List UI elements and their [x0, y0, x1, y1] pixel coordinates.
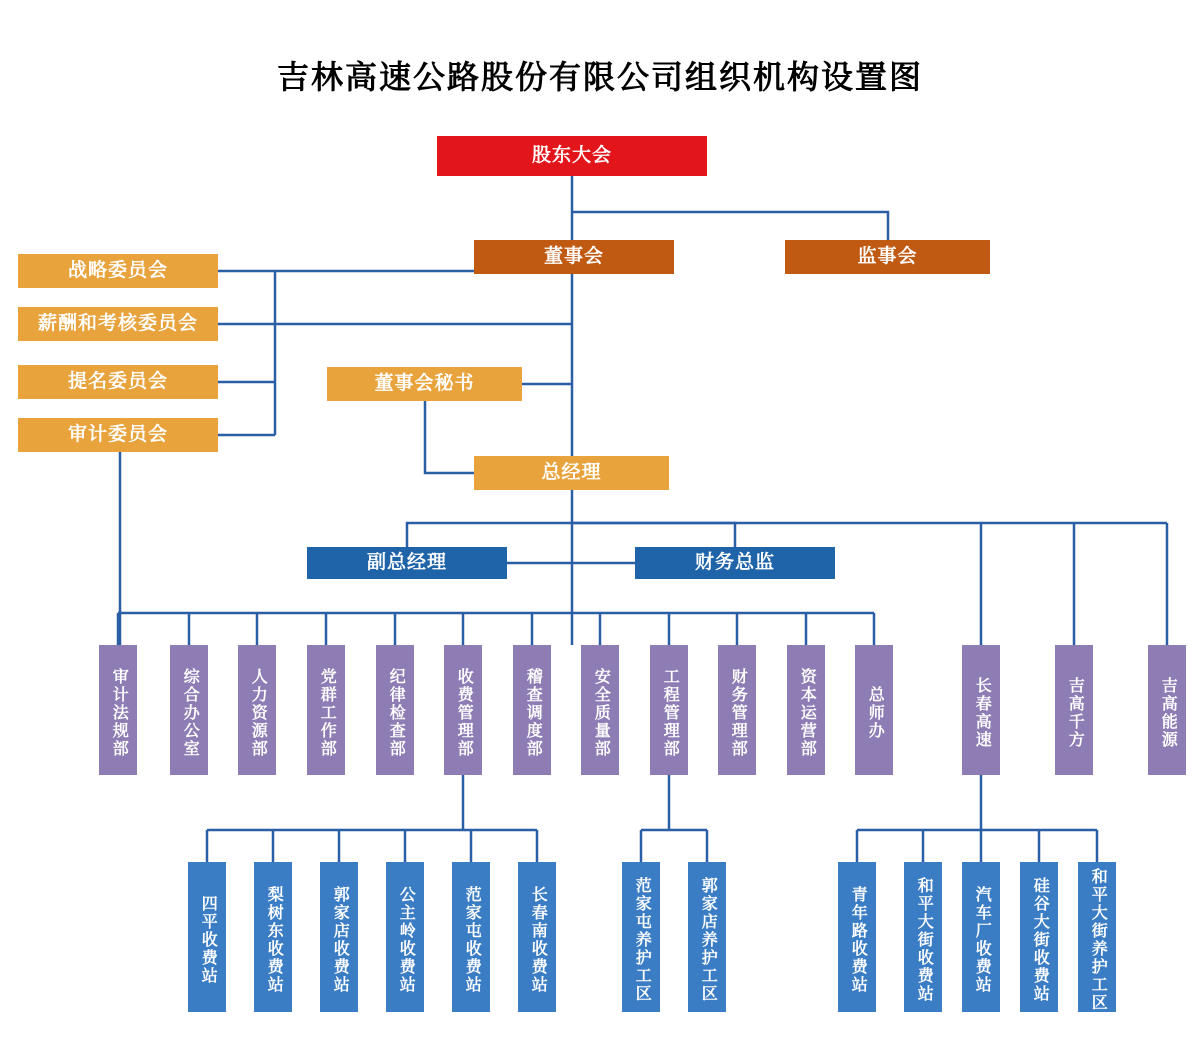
strategy-committee[interactable] [18, 254, 218, 288]
cfo[interactable] [635, 547, 835, 579]
area-guojiadian-maint-label: 郭家店养护工区 [699, 877, 717, 1003]
dept-discipline-label: 纪律检查部 [387, 668, 405, 758]
dept-general-office[interactable] [170, 645, 208, 775]
dept-inspection-label: 稽查调度部 [524, 668, 542, 758]
station-guigudajie[interactable] [1020, 862, 1058, 1012]
dept-inspection[interactable] [513, 645, 551, 775]
shareholders-label: 股东大会 [531, 145, 612, 167]
dept-capital[interactable] [787, 645, 825, 775]
nomination-committee-label: 提名委员会 [67, 371, 168, 393]
deputy-gm-label: 副总经理 [366, 552, 447, 574]
station-changchunnan-label: 长春南收费站 [529, 886, 547, 994]
station-siping[interactable] [188, 862, 226, 1012]
dept-safety-label: 安全质量部 [592, 668, 610, 758]
area-guojiadian-maint[interactable] [688, 862, 726, 1012]
sub-jigao-qianfang-label: 吉高千方 [1066, 677, 1084, 749]
board[interactable] [474, 240, 674, 274]
dept-finance-label: 财务管理部 [729, 668, 747, 758]
station-fanjiatun-label: 范家屯收费站 [463, 886, 481, 994]
audit-committee[interactable] [18, 418, 218, 452]
dept-party[interactable] [307, 645, 345, 775]
dept-finance[interactable] [718, 645, 756, 775]
station-siping-label: 四平收费站 [199, 895, 217, 985]
general-manager-label: 总经理 [541, 462, 602, 484]
dept-safety[interactable] [581, 645, 619, 775]
sub-changchun-expressway-label: 长春高速 [973, 677, 991, 749]
station-qichechang[interactable] [962, 862, 1000, 1012]
deputy-gm[interactable] [307, 547, 507, 579]
station-guigudajie-label: 硅谷大街收费站 [1031, 877, 1049, 1003]
page-title: 吉林高速公路股份有限公司组织机构设置图 [276, 58, 923, 96]
area-fanjiatun-maint[interactable] [622, 862, 660, 1012]
area-hepingdajie-maint[interactable] [1078, 862, 1116, 1012]
sub-jigao-energy-label: 吉高能源 [1159, 677, 1177, 749]
pay-assessment-committee-label: 薪酬和考核委员会 [37, 313, 198, 335]
station-changchunnan[interactable] [518, 862, 556, 1012]
station-qingnianlu[interactable] [838, 862, 876, 1012]
sub-jigao-qianfang[interactable] [1055, 645, 1093, 775]
pay-assessment-committee[interactable] [18, 307, 218, 341]
dept-discipline[interactable] [376, 645, 414, 775]
dept-chief-engineer-office[interactable] [855, 645, 893, 775]
dept-audit-legal-label: 审计法规部 [110, 668, 128, 758]
station-hepingdajie-label: 和平大街收费站 [915, 877, 933, 1003]
dept-engineering[interactable] [650, 645, 688, 775]
dept-general-office-label: 综合办公室 [181, 668, 199, 758]
station-hepingdajie[interactable] [904, 862, 942, 1012]
dept-audit-legal[interactable] [99, 645, 137, 775]
dept-party-label: 党群工作部 [318, 668, 336, 758]
cfo-label: 财务总监 [694, 552, 775, 574]
dept-hr-label: 人力资源部 [249, 668, 267, 758]
station-qichechang-label: 汽车厂收费站 [973, 886, 991, 994]
dept-capital-label: 资本运营部 [798, 668, 816, 758]
dept-toll-mgmt-label: 收费管理部 [455, 668, 473, 758]
dept-chief-engineer-office-label: 总师办 [866, 686, 884, 740]
general-manager[interactable] [474, 456, 669, 490]
dept-hr[interactable] [238, 645, 276, 775]
station-lishudong[interactable] [254, 862, 292, 1012]
station-gongzhuling[interactable] [386, 862, 424, 1012]
strategy-committee-label: 战略委员会 [67, 260, 168, 282]
dept-toll-mgmt[interactable] [444, 645, 482, 775]
station-gongzhuling-label: 公主岭收费站 [397, 886, 415, 994]
supervisors[interactable] [785, 240, 990, 274]
sub-jigao-energy[interactable] [1148, 645, 1186, 775]
board-label: 董事会 [543, 246, 604, 268]
board-secretary-label: 董事会秘书 [374, 373, 475, 395]
supervisors-label: 监事会 [857, 246, 918, 268]
station-guojiadian[interactable] [320, 862, 358, 1012]
board-secretary[interactable] [327, 367, 522, 401]
area-fanjiatun-maint-label: 范家屯养护工区 [633, 877, 651, 1003]
station-guojiadian-label: 郭家店收费站 [331, 886, 349, 994]
station-qingnianlu-label: 青年路收费站 [849, 886, 867, 994]
station-fanjiatun[interactable] [452, 862, 490, 1012]
shareholders[interactable] [437, 136, 707, 176]
area-hepingdajie-maint-label: 和平大街养护工区 [1089, 868, 1107, 1012]
nomination-committee[interactable] [18, 365, 218, 399]
station-lishudong-label: 梨树东收费站 [265, 886, 283, 994]
dept-engineering-label: 工程管理部 [661, 668, 679, 758]
audit-committee-label: 审计委员会 [67, 424, 168, 446]
sub-changchun-expressway[interactable] [962, 645, 1000, 775]
